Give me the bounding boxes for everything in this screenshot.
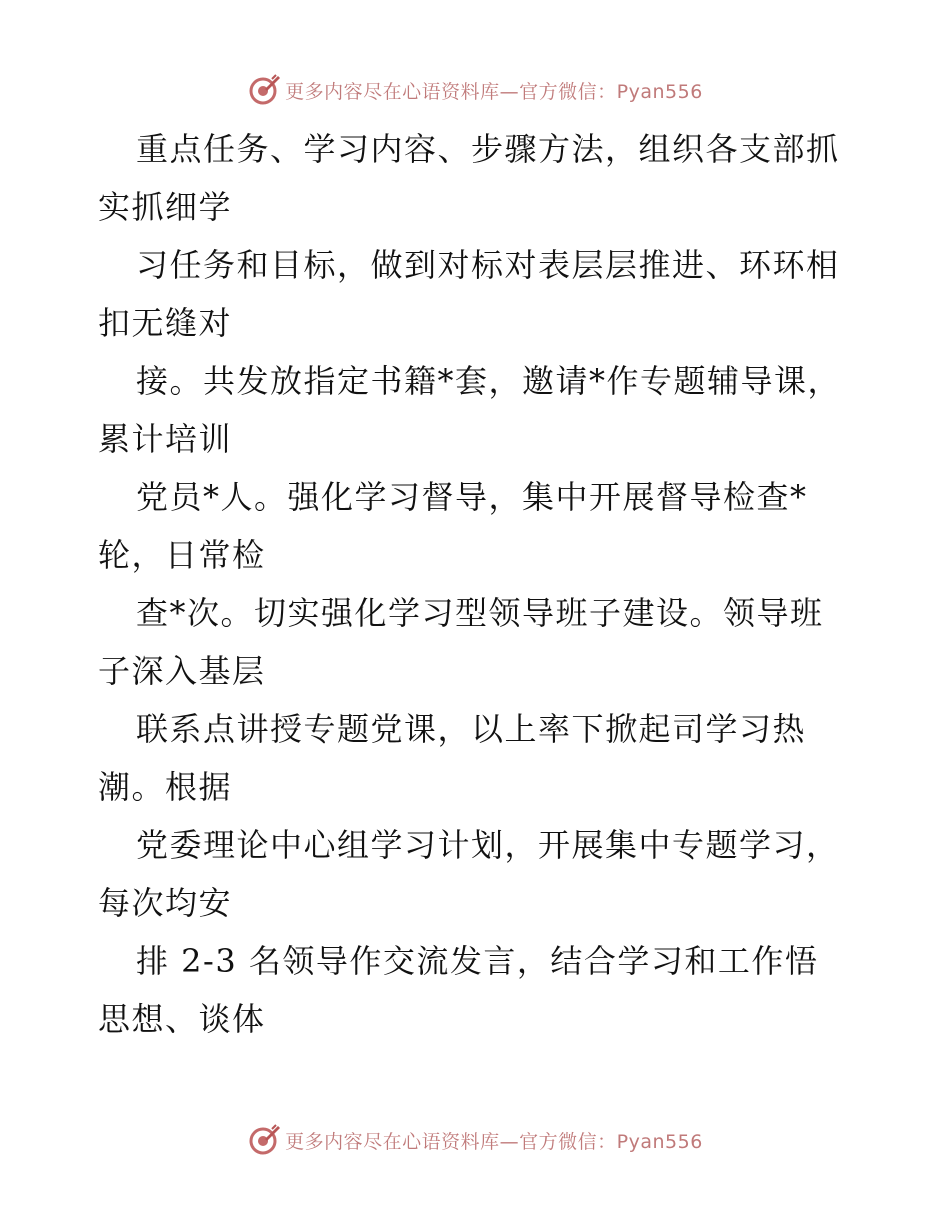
quill-seal-icon [247, 73, 281, 107]
text-line: 思想、谈体 [98, 1000, 266, 1038]
text-line: 党员*人。强化学习督导，集中开展督导检查* [136, 478, 808, 516]
text-line: 排 2-3 名领导作交流发言，结合学习和工作悟 [136, 942, 819, 980]
text-line: 每次均安 [98, 884, 233, 922]
text-line: 潮。根据 [98, 768, 233, 806]
text-line: 轮，日常检 [98, 536, 266, 574]
document-body [98, 120, 858, 1048]
text-line: 扣无缝对 [98, 304, 233, 342]
footer-watermark [0, 1120, 950, 1160]
text-line: 累计培训 [98, 420, 233, 458]
text-line: 子深入基层 [98, 652, 266, 690]
quill-seal-icon [247, 1123, 281, 1157]
text-line: 查*次。切实强化学习型领导班子建设。领导班 [136, 594, 824, 632]
text-line: 接。共发放指定书籍*套，邀请*作专题辅导课， [136, 362, 842, 400]
text-line: 联系点讲授专题党课，以上率下掀起司学习热 [136, 710, 807, 748]
text-line: 实抓细学 [98, 188, 233, 226]
watermark-text: 更多内容尽在心语资料库—官方微信：Pyan556 [285, 80, 703, 103]
text-line: 党委理论中心组学习计划，开展集中专题学习， [136, 826, 840, 864]
text-line: 习任务和目标，做到对标对表层层推进、环环相 [136, 246, 840, 284]
header-watermark [0, 70, 950, 110]
text-line: 重点任务、学习内容、步骤方法，组织各支部抓 [136, 130, 840, 168]
watermark-text: 更多内容尽在心语资料库—官方微信：Pyan556 [285, 1130, 703, 1153]
